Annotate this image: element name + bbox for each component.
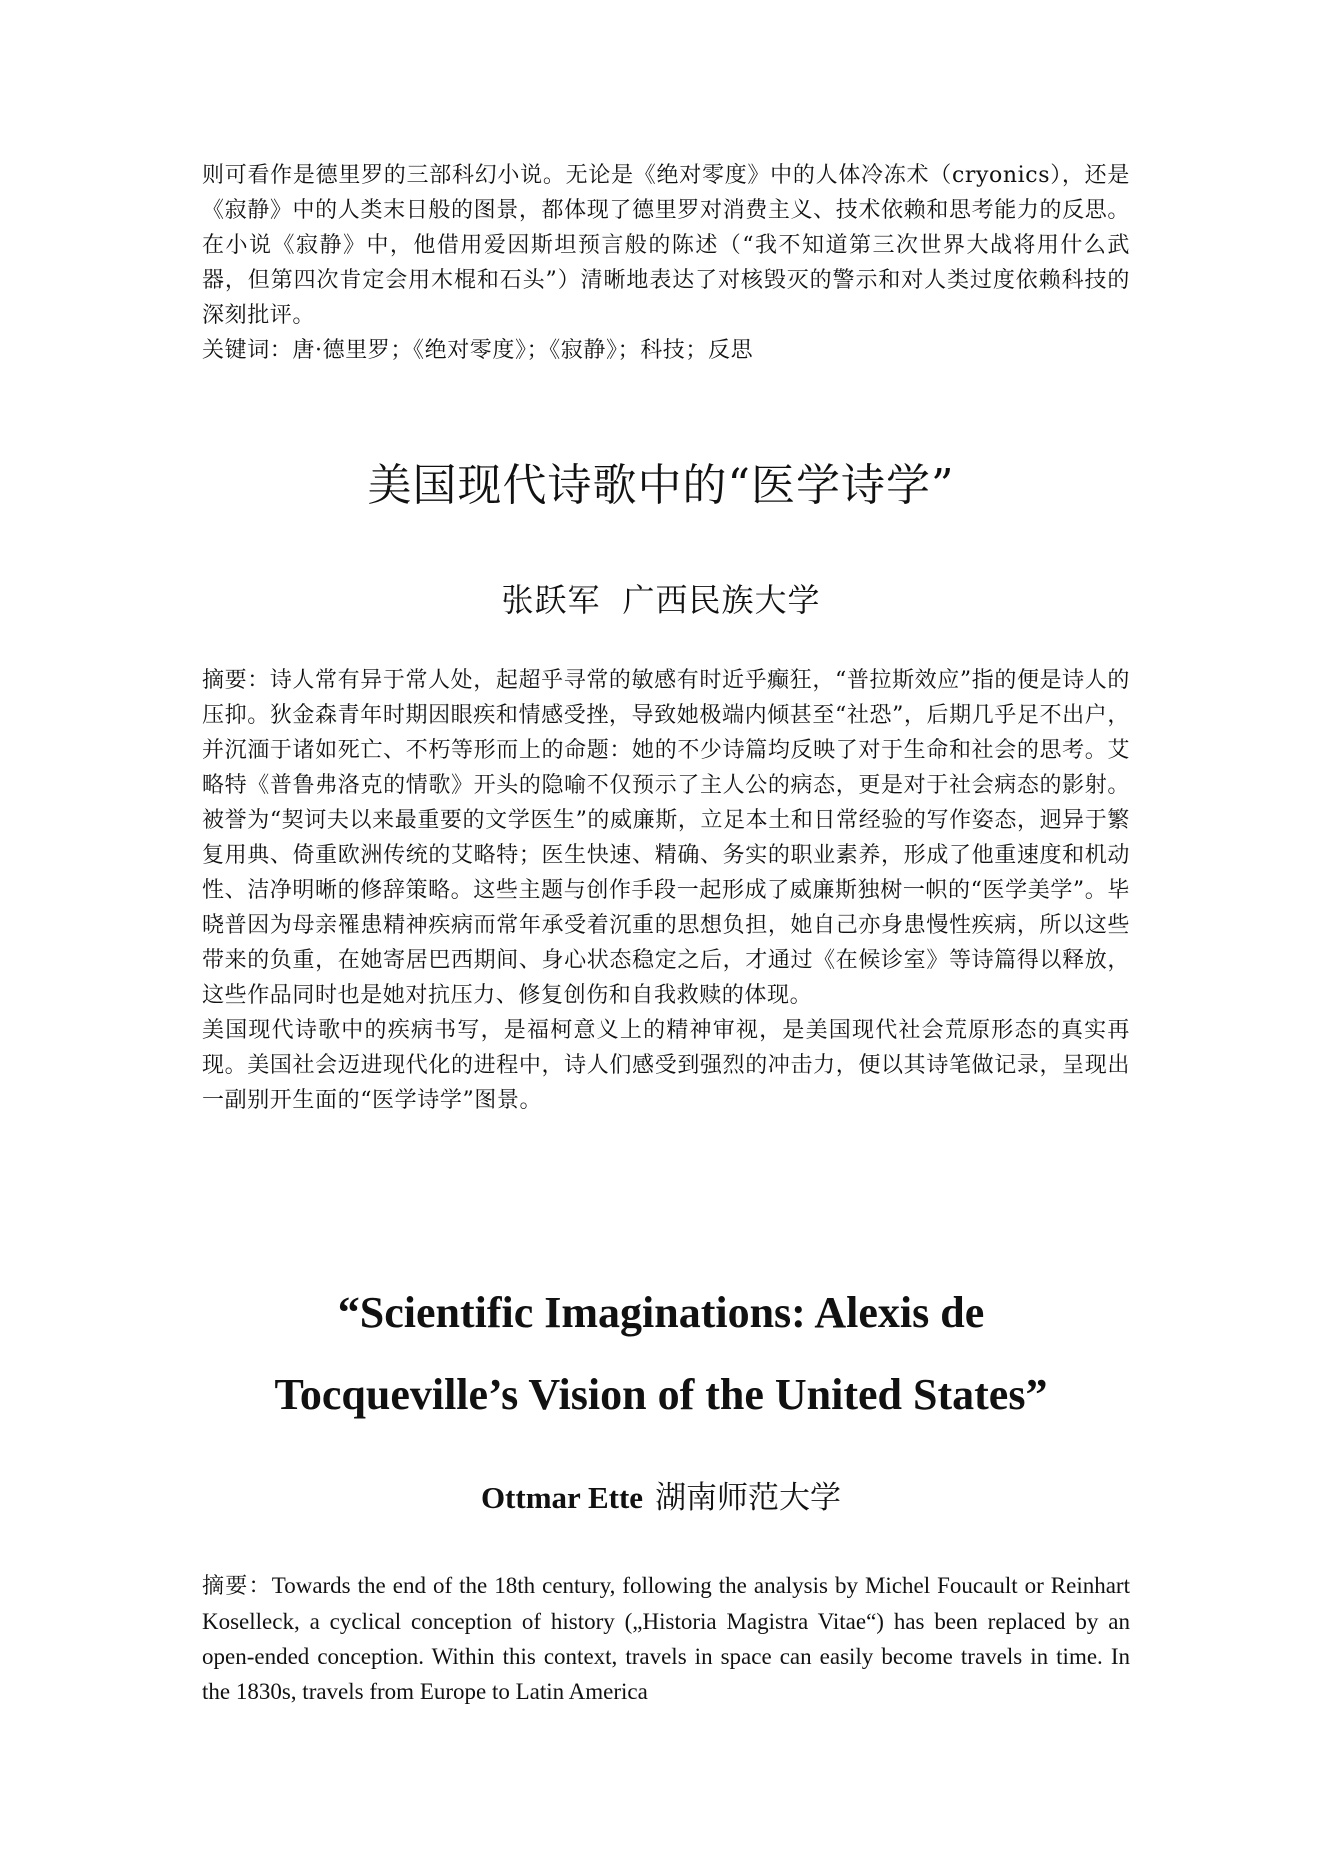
medical-poetics-abstract-block — [202, 663, 1130, 1118]
title-line-2: Tocqueville’s Vision of the United States” — [274, 1370, 1048, 1419]
article-title-scientific-imaginations — [0, 1272, 1322, 1436]
abstract-text: Towards the end of the 18th century, following the analysis by Michel Foucault or Reinhart Koselleck, a cyclical conception of history („Historia Magistra Vitae“) has been replaced by an open-ended conception. Within this context, travels in space can easily become travels in time. In the 1830s, travels from Europe to Latin America — [202, 1573, 1130, 1704]
abstract-paragraph-en — [202, 1568, 1130, 1709]
abstract-paragraph-1: 摘要：诗人常有异于常人处，起超乎寻常的敏感有时近乎癫狂，“普拉斯效应”指的便是诗人的压抑。狄金森青年时期因眼疾和情感受挫，导致她极端内倾甚至“社恐”，后期几乎足不出户，并沉湎于诸如死亡、不朽等形而上的命题：她的不少诗篇均反映了对于生命和社会的思考。艾略特《普鲁弗洛克的情歌》开头的隐喻不仅预示了主人公的病态，更是对于社会病态的影射。被誉为“契诃夫以来最重要的文学医生”的威廉斯，立足本土和日常经验的写作姿态，迥异于繁复用典、倚重欧洲传统的艾略特；医生快速、精确、务实的职业素养，形成了他重速度和机动性、洁净明晰的修辞策略。这些主题与创作手段一起形成了威廉斯独树一帜的“医学美学”。毕晓普因为母亲罹患精神疾病而常年承受着沉重的思想负担，她自己亦身患慢性疾病，所以这些带来的负重，在她寄居巴西期间、身心状态稳定之后，才通过《在候诊室》等诗篇得以释放，这些作品同时也是她对抗压力、修复创伤和自我救赎的体现。 — [202, 668, 1130, 1008]
author-affiliation: 广西民族大学 — [622, 581, 821, 619]
author-line-zhang — [0, 578, 1322, 622]
author-name: 张跃军 — [501, 581, 601, 619]
previous-abstract-block — [202, 158, 1130, 368]
title-line-1: “Scientific Imaginations: Alexis de — [337, 1288, 985, 1337]
author-line-ette — [0, 1476, 1322, 1520]
author-name: Ottmar Ette — [480, 1480, 644, 1515]
abstract-label: 摘要： — [202, 1574, 272, 1599]
author-affiliation: 湖南师范大学 — [655, 1480, 842, 1516]
abstract-paragraph-2: 美国现代诗歌中的疾病书写，是福柯意义上的精神审视，是美国现代社会荒原形态的真实再现。美国社会迈进现代化的进程中，诗人们感受到强烈的冲击力，便以其诗笔做记录，呈现出一副别开生面的“医学诗学”图景。 — [202, 1018, 1130, 1113]
keywords-line: 关键词：唐·德里罗；《绝对零度》；《寂静》；科技；反思 — [202, 338, 754, 363]
previous-abstract-paragraph: 则可看作是德里罗的三部科幻小说。无论是《绝对零度》中的人体冷冻术（cryonics），还是《寂静》中的人类末日般的图景，都体现了德里罗对消费主义、技术依赖和思考能力的反思。在小说《寂静》中，他借用爱因斯坦预言般的陈述（“我不知道第三次世界大战将用什么武器，但第四次肯定会用木棍和石头”）清晰地表达了对核毁灭的警示和对人类过度依赖科技的深刻批评。 — [202, 163, 1130, 328]
scientific-imaginations-abstract-block — [202, 1568, 1130, 1709]
article-title-medical-poetics: 美国现代诗歌中的“医学诗学” — [367, 460, 955, 511]
